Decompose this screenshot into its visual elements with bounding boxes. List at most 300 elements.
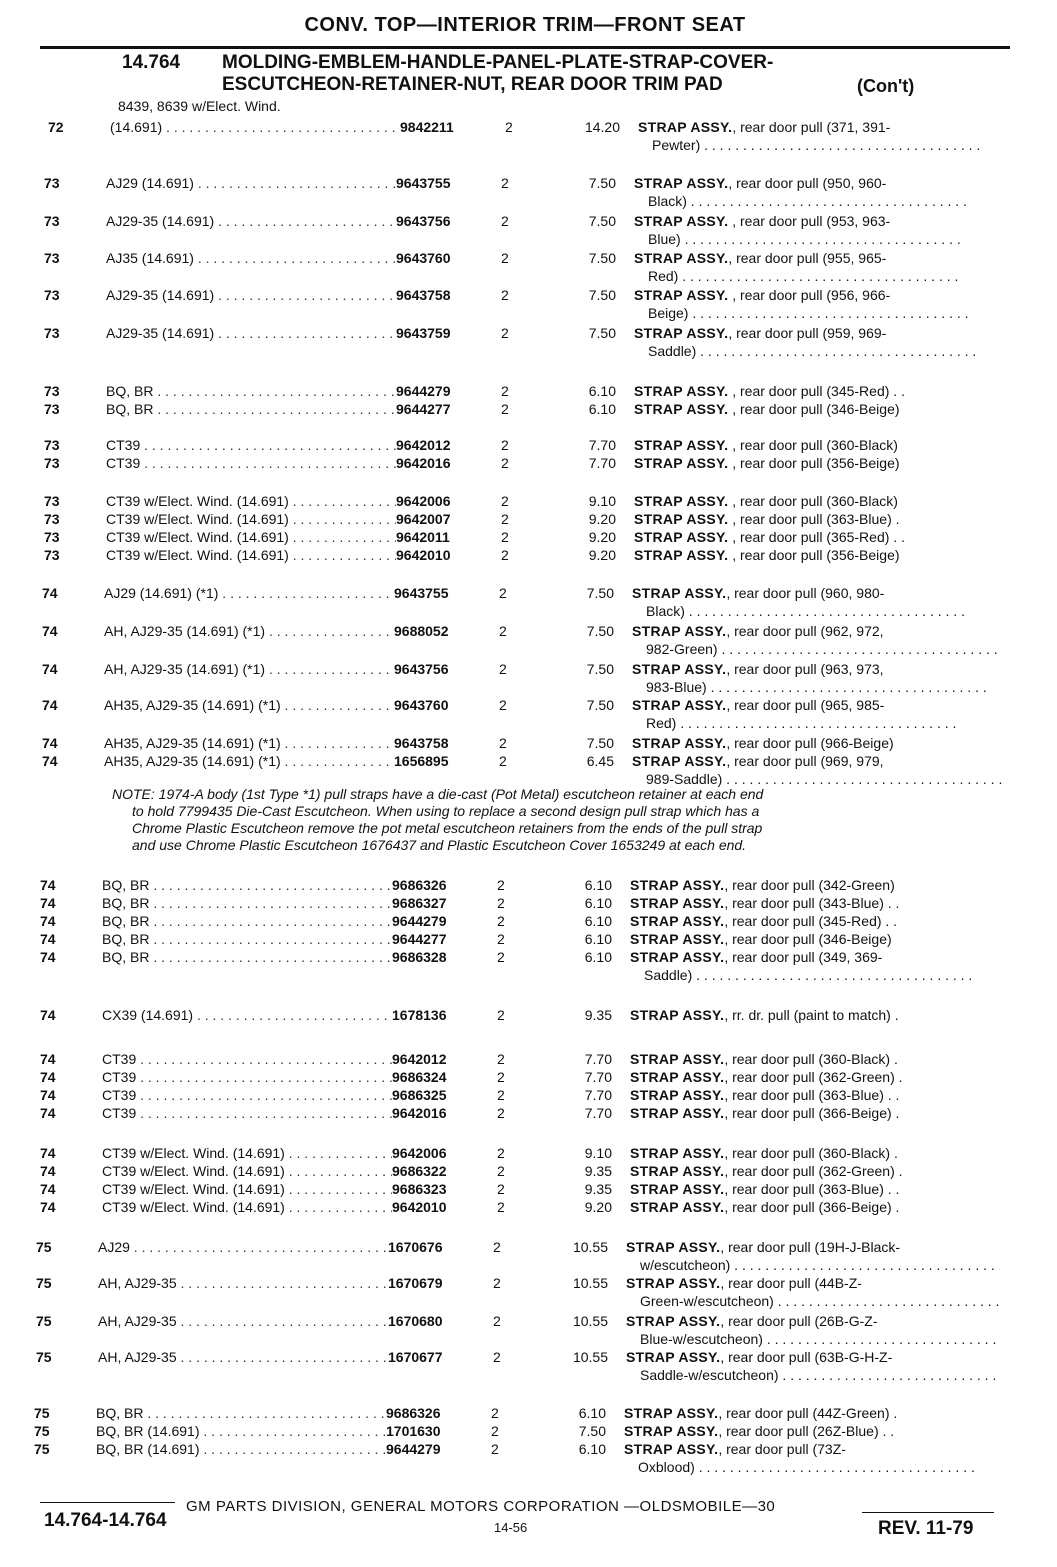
- table-row: [0, 584, 1051, 602]
- part-detail: , rear door pull (360-Black) .: [724, 1145, 898, 1161]
- quantity: 2: [497, 1145, 505, 1161]
- table-row: [0, 546, 1053, 564]
- fig-number: 73: [44, 547, 60, 563]
- application: AH, AJ29-35 . . .: [98, 1274, 388, 1292]
- application: CT39 w/Elect. Wind. (14.691) . . .: [102, 1180, 392, 1198]
- price: 7.70: [584, 1087, 612, 1103]
- description: [634, 436, 1006, 454]
- fig-number: 74: [42, 661, 58, 677]
- description-continuation: Oxblood) . . .: [638, 1458, 998, 1476]
- price: 6.10: [578, 1441, 606, 1457]
- table-row: [0, 324, 1053, 342]
- part-number: 9642016: [392, 1105, 447, 1121]
- quantity: 2: [501, 401, 509, 417]
- application: BQ, BR . . .: [96, 1404, 386, 1422]
- application: BQ, BR . . .: [106, 382, 396, 400]
- part-detail: , rear door pull (73Z-: [718, 1441, 846, 1457]
- part-detail: , rear door pull (19H-J-Black-: [720, 1239, 901, 1255]
- description-continuation: Black) . . .: [648, 192, 1008, 210]
- part-number: 9643760: [394, 697, 449, 713]
- price: 10.55: [572, 1239, 608, 1255]
- description: [630, 930, 1002, 948]
- table-row: [0, 510, 1053, 528]
- description: [630, 1006, 1002, 1024]
- table-row: [0, 1274, 1045, 1292]
- application: BQ, BR . . .: [102, 876, 392, 894]
- table-row: [0, 1144, 1049, 1162]
- fig-number: 73: [44, 213, 60, 229]
- description: [630, 1162, 1002, 1180]
- fig-number: 74: [40, 931, 56, 947]
- price: 9.20: [584, 1199, 612, 1215]
- fig-number: 73: [44, 250, 60, 266]
- fig-number: 74: [40, 877, 56, 893]
- part-number: 9643759: [396, 325, 451, 341]
- table-row: [0, 174, 1053, 192]
- part-number: 9643755: [394, 585, 449, 601]
- table-row: [0, 118, 1057, 136]
- part-number: 1678136: [392, 1007, 447, 1023]
- fig-number: 73: [44, 437, 60, 453]
- application: CT39 w/Elect. Wind. (14.691) . . .: [102, 1144, 392, 1162]
- application: BQ, BR . . .: [102, 948, 392, 966]
- fig-number: 73: [44, 529, 60, 545]
- table-row: [0, 1312, 1045, 1330]
- quantity: 2: [501, 287, 509, 303]
- description-continuation: Red) . . .: [648, 267, 1008, 285]
- part-detail: , rear door pull (345-Red) . .: [728, 383, 905, 399]
- part-number: 9643760: [396, 250, 451, 266]
- table-row: [0, 696, 1051, 714]
- table-row: [0, 1180, 1049, 1198]
- fig-number: 73: [44, 455, 60, 471]
- part-number: 9643758: [394, 735, 449, 751]
- part-detail: , rear door pull (366-Beige) .: [724, 1199, 900, 1215]
- part-detail: , rear door pull (963, 973,: [726, 661, 884, 677]
- fig-number: 74: [40, 1069, 56, 1085]
- price: 7.70: [584, 1069, 612, 1085]
- fig-number: 74: [40, 949, 56, 965]
- part-detail: , rear door pull (956, 966-: [728, 287, 891, 303]
- description: [630, 948, 1002, 966]
- description: [632, 660, 1004, 678]
- description: [634, 382, 1006, 400]
- quantity: 2: [497, 877, 505, 893]
- quantity: 2: [499, 585, 507, 601]
- part-number: 9686327: [392, 895, 447, 911]
- footer-revision: REV. 11-79: [878, 1518, 974, 1539]
- part-number: 9686328: [392, 949, 447, 965]
- table-row: [0, 930, 1049, 948]
- fig-number: 75: [36, 1313, 52, 1329]
- price: 7.50: [586, 735, 614, 751]
- description-continuation: Saddle-w/escutcheon) . . .: [640, 1366, 1000, 1384]
- fig-number: 74: [40, 1181, 56, 1197]
- note-block: [112, 786, 1002, 854]
- part-name: STRAP ASSY.: [634, 175, 729, 191]
- part-detail: , rear door pull (950, 960-: [728, 175, 887, 191]
- price: 6.10: [584, 913, 612, 929]
- application: AJ29 (14.691) (*1) . . .: [104, 584, 394, 602]
- application: CT39 . . .: [102, 1050, 392, 1068]
- price: 6.10: [584, 949, 612, 965]
- quantity: 2: [497, 1163, 505, 1179]
- fig-number: 74: [42, 697, 58, 713]
- description: [630, 912, 1002, 930]
- part-number: 9686324: [392, 1069, 447, 1085]
- quantity: 2: [497, 1181, 505, 1197]
- application: CT39 . . .: [106, 454, 396, 472]
- part-name: STRAP ASSY.: [634, 287, 729, 303]
- part-name: STRAP ASSY.: [626, 1239, 721, 1255]
- footer-page-number: 14-56: [494, 1520, 528, 1535]
- part-detail: , rear door pull (26B-G-Z-: [720, 1313, 878, 1329]
- price: 9.20: [588, 547, 616, 563]
- part-name: STRAP ASSY.: [634, 401, 729, 417]
- part-number: 9686326: [386, 1405, 441, 1421]
- table-row: [0, 622, 1051, 640]
- application: AH35, AJ29-35 (14.691) (*1) . . .: [104, 696, 394, 714]
- part-name: STRAP ASSY.: [634, 493, 729, 509]
- table-row: [0, 876, 1049, 894]
- fig-number: 72: [48, 119, 64, 135]
- price: 6.10: [588, 383, 616, 399]
- part-name: STRAP ASSY.: [632, 753, 727, 769]
- part-name: STRAP ASSY.: [630, 895, 725, 911]
- description-continuation: 989-Saddle) . . .: [646, 770, 1006, 788]
- part-detail: , rear door pull (955, 965-: [728, 250, 887, 266]
- application: CT39 . . .: [106, 436, 396, 454]
- price: 9.35: [584, 1163, 612, 1179]
- application: CT39 w/Elect. Wind. (14.691) . . .: [106, 510, 396, 528]
- table-row: [0, 1198, 1049, 1216]
- application: AH35, AJ29-35 (14.691) (*1) . . .: [104, 752, 394, 770]
- description: [630, 1198, 1002, 1216]
- quantity: 2: [493, 1349, 501, 1365]
- part-name: STRAP ASSY.: [630, 1087, 725, 1103]
- quantity: 2: [497, 895, 505, 911]
- application: AJ29-35 (14.691) . . .: [106, 212, 396, 230]
- part-number: 1656895: [394, 753, 449, 769]
- part-detail: , rear door pull (363-Blue) . .: [724, 1181, 900, 1197]
- description: [626, 1274, 998, 1292]
- description-continuation: w/escutcheon) . . .: [640, 1256, 1000, 1274]
- part-name: STRAP ASSY.: [630, 949, 725, 965]
- part-detail: , rear door pull (343-Blue) . .: [724, 895, 900, 911]
- part-name: STRAP ASSY.: [634, 325, 729, 341]
- fig-number: 74: [40, 1087, 56, 1103]
- table-row: [0, 912, 1049, 930]
- price: 7.50: [586, 585, 614, 601]
- part-name: STRAP ASSY.: [624, 1423, 719, 1439]
- description: [624, 1422, 996, 1440]
- part-number: 9688052: [394, 623, 449, 639]
- application: CT39 . . .: [102, 1068, 392, 1086]
- fig-number: 74: [40, 1051, 56, 1067]
- part-detail: , rear door pull (366-Beige) .: [724, 1105, 900, 1121]
- quantity: 2: [501, 325, 509, 341]
- part-name: STRAP ASSY.: [634, 250, 729, 266]
- quantity: 2: [493, 1313, 501, 1329]
- price: 10.55: [572, 1349, 608, 1365]
- part-number: 9686322: [392, 1163, 447, 1179]
- description: [630, 1086, 1002, 1104]
- fig-number: 75: [36, 1239, 52, 1255]
- quantity: 2: [501, 455, 509, 471]
- quantity: 2: [497, 1069, 505, 1085]
- fig-number: 73: [44, 493, 60, 509]
- quantity: 2: [501, 250, 509, 266]
- description: [632, 752, 1004, 770]
- table-row: [0, 1050, 1049, 1068]
- price: 7.50: [588, 287, 616, 303]
- part-number: 1670679: [388, 1275, 443, 1291]
- description: [630, 1050, 1002, 1068]
- part-detail: , rear door pull (966-Beige): [726, 735, 894, 751]
- price: 9.35: [584, 1181, 612, 1197]
- quantity: 2: [501, 383, 509, 399]
- description-continuation: 983-Blue) . . .: [646, 678, 1006, 696]
- description: [632, 696, 1004, 714]
- part-name: STRAP ASSY.: [634, 529, 729, 545]
- table-row: [0, 528, 1053, 546]
- part-name: STRAP ASSY.: [624, 1405, 719, 1421]
- application: AH, AJ29-35 (14.691) (*1) . . .: [104, 660, 394, 678]
- part-name: STRAP ASSY.: [630, 1163, 725, 1179]
- part-name: STRAP ASSY.: [630, 1145, 725, 1161]
- quantity: 2: [505, 119, 513, 135]
- application: CT39 w/Elect. Wind. (14.691) . . .: [102, 1162, 392, 1180]
- table-row: [0, 286, 1053, 304]
- description: [634, 528, 1006, 546]
- part-name: STRAP ASSY.: [634, 511, 729, 527]
- quantity: 2: [501, 547, 509, 563]
- price: 6.10: [584, 877, 612, 893]
- application: AJ29-35 (14.691) . . .: [106, 324, 396, 342]
- application: BQ, BR . . .: [102, 894, 392, 912]
- application: (14.691) . . .: [110, 118, 400, 136]
- description: [634, 510, 1006, 528]
- part-name: STRAP ASSY.: [630, 1007, 725, 1023]
- part-number: 9644279: [392, 913, 447, 929]
- part-number: 9642012: [396, 437, 451, 453]
- quantity: 2: [501, 529, 509, 545]
- group-title-line2: ESCUTCHEON-RETAINER-NUT, REAR DOOR TRIM PAD: [222, 74, 723, 95]
- price: 9.20: [588, 529, 616, 545]
- price: 6.10: [584, 931, 612, 947]
- description-continuation: Black) . . .: [646, 602, 1006, 620]
- price: 7.70: [588, 455, 616, 471]
- fig-number: 73: [44, 383, 60, 399]
- description: [630, 876, 1002, 894]
- quantity: 2: [499, 697, 507, 713]
- part-number: 9643758: [396, 287, 451, 303]
- quantity: 2: [501, 493, 509, 509]
- fig-number: 73: [44, 401, 60, 417]
- part-name: STRAP ASSY.: [630, 1105, 725, 1121]
- fig-number: 74: [40, 1163, 56, 1179]
- table-row: [0, 1104, 1049, 1122]
- fig-number: 74: [42, 585, 58, 601]
- quantity: 2: [501, 175, 509, 191]
- application: CT39 . . .: [102, 1086, 392, 1104]
- fig-number: 75: [36, 1349, 52, 1365]
- table-row: [0, 249, 1053, 267]
- part-detail: , rear door pull (959, 969-: [728, 325, 887, 341]
- part-name: STRAP ASSY.: [630, 1051, 725, 1067]
- description: [630, 1144, 1002, 1162]
- quantity: 2: [501, 437, 509, 453]
- description-continuation: Blue-w/escutcheon) . . .: [640, 1330, 1000, 1348]
- fig-number: 75: [34, 1441, 50, 1457]
- part-number: 1670676: [388, 1239, 443, 1255]
- price: 10.55: [572, 1313, 608, 1329]
- description: [624, 1440, 996, 1458]
- part-number: 9644279: [396, 383, 451, 399]
- part-number: 9842211: [400, 119, 454, 135]
- description: [632, 584, 1004, 602]
- fig-number: 74: [40, 913, 56, 929]
- part-number: 9644279: [386, 1441, 441, 1457]
- description-continuation: Saddle) . . .: [644, 966, 1004, 984]
- description: [634, 400, 1006, 418]
- quantity: 2: [497, 931, 505, 947]
- application: AJ29 . . .: [98, 1238, 388, 1256]
- description: [630, 894, 1002, 912]
- part-detail: , rear door pull (356-Beige): [728, 455, 900, 471]
- description: [630, 1104, 1002, 1122]
- part-name: STRAP ASSY.: [634, 213, 729, 229]
- description-continuation: Green-w/escutcheon) . . .: [640, 1292, 1000, 1310]
- application: AJ29 (14.691) . . .: [106, 174, 396, 192]
- quantity: 2: [499, 753, 507, 769]
- part-name: STRAP ASSY.: [634, 437, 729, 453]
- application: BQ, BR . . .: [106, 400, 396, 418]
- fig-number: 73: [44, 175, 60, 191]
- quantity: 2: [493, 1239, 501, 1255]
- description: [632, 734, 1004, 752]
- part-name: STRAP ASSY.: [626, 1349, 721, 1365]
- price: 10.55: [572, 1275, 608, 1291]
- description: [626, 1312, 998, 1330]
- price: 6.10: [588, 401, 616, 417]
- description: [630, 1180, 1002, 1198]
- description-continuation: Pewter) . . .: [652, 136, 1012, 154]
- application: CT39 w/Elect. Wind. (14.691) . . .: [106, 492, 396, 510]
- table-row: [0, 734, 1051, 752]
- table-row: [0, 660, 1051, 678]
- part-detail: , rear door pull (356-Beige): [728, 547, 900, 563]
- application: CT39 w/Elect. Wind. (14.691) . . .: [106, 528, 396, 546]
- note-line: to hold 7799435 Die-Cast Escutcheon. When using to replace a second design pull strap which has a: [132, 803, 760, 819]
- quantity: 2: [501, 213, 509, 229]
- quantity: 2: [497, 1105, 505, 1121]
- description: [624, 1404, 996, 1422]
- price: 7.50: [586, 623, 614, 639]
- table-row: [0, 1162, 1049, 1180]
- part-number: 9642010: [392, 1199, 447, 1215]
- fig-number: 74: [42, 753, 58, 769]
- price: 7.50: [588, 213, 616, 229]
- note-line: Chrome Plastic Escutcheon remove the pot metal escutcheon retainers from the ends of the pull strap: [132, 820, 763, 836]
- part-detail: , rear door pull (363-Blue) .: [728, 511, 900, 527]
- part-detail: , rear door pull (349, 369-: [724, 949, 883, 965]
- part-detail: , rear door pull (953, 963-: [728, 213, 891, 229]
- part-detail: , rear door pull (345-Red) . .: [724, 913, 898, 929]
- part-number: 9686323: [392, 1181, 447, 1197]
- price: 7.50: [586, 697, 614, 713]
- fig-number: 75: [36, 1275, 52, 1291]
- fig-number: 74: [40, 1199, 56, 1215]
- fig-number: 74: [42, 623, 58, 639]
- part-number: 9642007: [396, 511, 451, 527]
- part-detail: , rear door pull (362-Green) .: [724, 1163, 903, 1179]
- table-row: [0, 1440, 1043, 1458]
- price: 14.20: [584, 119, 620, 135]
- part-name: STRAP ASSY.: [632, 735, 727, 751]
- part-detail: , rear door pull (363-Blue) . .: [724, 1087, 900, 1103]
- quantity: 2: [499, 735, 507, 751]
- price: 7.50: [586, 661, 614, 677]
- part-name: STRAP ASSY.: [634, 383, 729, 399]
- quantity: 2: [497, 1087, 505, 1103]
- table-row: [0, 454, 1053, 472]
- price: 9.10: [584, 1145, 612, 1161]
- description-continuation: 982-Green) . . .: [646, 640, 1006, 658]
- price: 9.35: [584, 1007, 612, 1023]
- description-continuation: Beige) . . .: [648, 304, 1008, 322]
- description: [626, 1238, 998, 1256]
- description-continuation: Blue) . . .: [648, 230, 1008, 248]
- part-detail: , rr. dr. pull (paint to match) .: [724, 1007, 899, 1023]
- table-row: [0, 752, 1051, 770]
- part-detail: , rear door pull (365-Red) . .: [728, 529, 905, 545]
- part-number: 9642006: [396, 493, 451, 509]
- page-title: CONV. TOP—INTERIOR TRIM—FRONT SEAT: [304, 14, 746, 36]
- quantity: 2: [497, 1199, 505, 1215]
- footer-rule-left: [40, 1502, 175, 1503]
- application: AJ29-35 (14.691) . . .: [106, 286, 396, 304]
- quantity: 2: [497, 949, 505, 965]
- description-continuation: Saddle) . . .: [648, 342, 1008, 360]
- part-name: STRAP ASSY.: [634, 547, 729, 563]
- application: BQ, BR . . .: [102, 912, 392, 930]
- description: [632, 622, 1004, 640]
- quantity: 2: [497, 1007, 505, 1023]
- part-detail: , rear door pull (969, 979,: [726, 753, 884, 769]
- part-detail: , rear door pull (965, 985-: [726, 697, 885, 713]
- part-number: 9686326: [392, 877, 447, 893]
- application: AH, AJ29-35 . . .: [98, 1312, 388, 1330]
- application: AJ35 (14.691) . . .: [106, 249, 396, 267]
- footer-group-range: 14.764-14.764: [44, 1510, 167, 1531]
- fig-number: 74: [42, 735, 58, 751]
- fig-number: 73: [44, 511, 60, 527]
- fig-number: 74: [40, 1145, 56, 1161]
- table-row: [0, 1404, 1043, 1422]
- part-name: STRAP ASSY.: [634, 455, 729, 471]
- page-header: [40, 12, 1010, 49]
- part-detail: , rear door pull (346-Beige): [724, 931, 892, 947]
- first-application-line: 8439, 8639 w/Elect. Wind.: [118, 98, 281, 114]
- price: 6.45: [586, 753, 614, 769]
- price: 7.50: [588, 250, 616, 266]
- application: BQ, BR . . .: [102, 930, 392, 948]
- description: [634, 174, 1006, 192]
- price: 9.20: [588, 511, 616, 527]
- table-row: [0, 894, 1049, 912]
- application: CX39 (14.691) . . .: [102, 1006, 392, 1024]
